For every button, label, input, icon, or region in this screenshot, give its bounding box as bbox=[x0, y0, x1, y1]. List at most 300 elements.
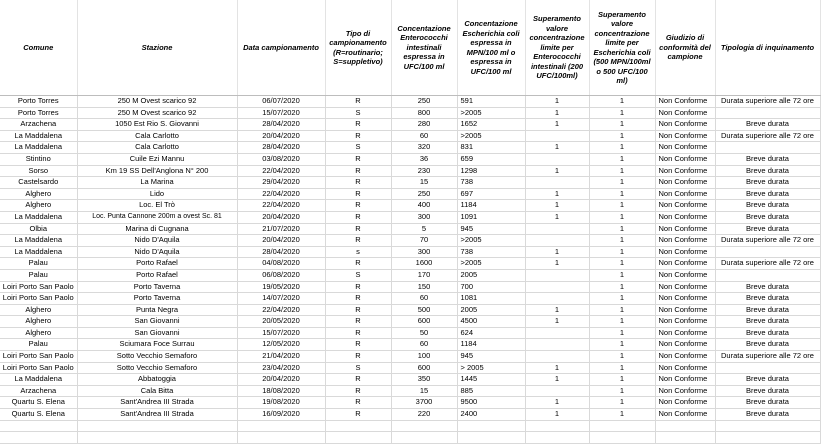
cell-enterococchi[interactable]: 170 bbox=[391, 269, 457, 281]
cell-data[interactable]: 20/04/2020 bbox=[237, 211, 325, 223]
cell-tipo[interactable]: R bbox=[325, 316, 391, 328]
cell-data[interactable]: 28/04/2020 bbox=[237, 119, 325, 131]
cell-superamento-enterococchi[interactable] bbox=[525, 339, 589, 351]
cell-stazione[interactable]: Nido D'Aquila bbox=[77, 246, 237, 258]
cell-superamento-enterococchi[interactable]: 1 bbox=[525, 142, 589, 154]
cell-tipo[interactable]: R bbox=[325, 281, 391, 293]
cell-data[interactable]: 21/07/2020 bbox=[237, 223, 325, 235]
cell-stazione[interactable]: Marina di Cugnana bbox=[77, 223, 237, 235]
cell-data[interactable]: 22/04/2020 bbox=[237, 188, 325, 200]
cell-superamento-ecoli[interactable]: 1 bbox=[589, 119, 655, 131]
cell-giudizio[interactable]: Non Conforme bbox=[655, 165, 715, 177]
cell-superamento-enterococchi[interactable]: 1 bbox=[525, 211, 589, 223]
cell-tipologia[interactable] bbox=[715, 107, 820, 119]
cell-data[interactable]: 22/04/2020 bbox=[237, 165, 325, 177]
table-row[interactable] bbox=[0, 107, 820, 119]
cell-stazione[interactable]: Cala Carlotto bbox=[77, 142, 237, 154]
cell-comune[interactable]: Alghero bbox=[0, 200, 77, 212]
cell-tipo[interactable]: R bbox=[325, 409, 391, 421]
cell-comune[interactable]: Quartu S. Elena bbox=[0, 397, 77, 409]
cell-ecoli[interactable]: 1184 bbox=[457, 200, 525, 212]
table-row[interactable] bbox=[0, 397, 820, 409]
cell-data[interactable]: 20/04/2020 bbox=[237, 235, 325, 247]
cell-stazione[interactable]: Loc. El Trò bbox=[77, 200, 237, 212]
cell-giudizio[interactable]: Non Conforme bbox=[655, 96, 715, 108]
cell-superamento-ecoli[interactable]: 1 bbox=[589, 385, 655, 397]
cell-enterococchi[interactable]: 100 bbox=[391, 351, 457, 363]
table-row[interactable] bbox=[0, 188, 820, 200]
cell-tipologia[interactable]: Breve durata bbox=[715, 339, 820, 351]
cell-ecoli[interactable]: 1184 bbox=[457, 339, 525, 351]
cell-tipo[interactable]: R bbox=[325, 304, 391, 316]
cell-tipo[interactable]: R bbox=[325, 200, 391, 212]
cell-giudizio[interactable]: Non Conforme bbox=[655, 362, 715, 374]
cell-stazione[interactable]: Sant'Andrea III Strada bbox=[77, 409, 237, 421]
cell-superamento-ecoli[interactable]: 1 bbox=[589, 188, 655, 200]
cell-giudizio[interactable]: Non Conforme bbox=[655, 107, 715, 119]
empty-cell[interactable] bbox=[655, 432, 715, 444]
table-row[interactable] bbox=[0, 177, 820, 189]
cell-ecoli[interactable]: >2005 bbox=[457, 258, 525, 270]
cell-giudizio[interactable]: Non Conforme bbox=[655, 385, 715, 397]
header-comune[interactable]: Comune bbox=[0, 0, 77, 96]
cell-superamento-ecoli[interactable]: 1 bbox=[589, 397, 655, 409]
cell-stazione[interactable]: 1050 Est Rio S. Giovanni bbox=[77, 119, 237, 131]
empty-cell[interactable] bbox=[457, 432, 525, 444]
cell-superamento-ecoli[interactable]: 1 bbox=[589, 339, 655, 351]
cell-enterococchi[interactable]: 60 bbox=[391, 130, 457, 142]
empty-cell[interactable] bbox=[391, 420, 457, 432]
table-row[interactable] bbox=[0, 153, 820, 165]
cell-ecoli[interactable]: 9500 bbox=[457, 397, 525, 409]
cell-stazione[interactable]: Sciumara Foce Surrau bbox=[77, 339, 237, 351]
cell-comune[interactable]: Quartu S. Elena bbox=[0, 409, 77, 421]
header-giudizio[interactable]: Giudizio di conformità del campione bbox=[655, 0, 715, 96]
cell-enterococchi[interactable]: 320 bbox=[391, 142, 457, 154]
empty-row[interactable] bbox=[0, 432, 820, 444]
cell-stazione[interactable]: Sant'Andrea III Strada bbox=[77, 397, 237, 409]
header-stazione[interactable]: Stazione bbox=[77, 0, 237, 96]
cell-tipo[interactable]: R bbox=[325, 165, 391, 177]
table-row[interactable] bbox=[0, 281, 820, 293]
cell-ecoli[interactable]: 1081 bbox=[457, 293, 525, 305]
cell-tipo[interactable]: R bbox=[325, 385, 391, 397]
cell-tipo[interactable]: R bbox=[325, 119, 391, 131]
cell-ecoli[interactable]: 700 bbox=[457, 281, 525, 293]
cell-ecoli[interactable]: 4500 bbox=[457, 316, 525, 328]
cell-superamento-ecoli[interactable]: 1 bbox=[589, 362, 655, 374]
table-row[interactable] bbox=[0, 258, 820, 270]
table-row[interactable] bbox=[0, 165, 820, 177]
header-superamento-escherichia[interactable]: Superamento valore concentrazione limite per Escherichia coli (500 MPN/100ml o 500 UFC/100 ml) bbox=[589, 0, 655, 96]
cell-tipo[interactable]: R bbox=[325, 339, 391, 351]
cell-data[interactable]: 04/08/2020 bbox=[237, 258, 325, 270]
empty-cell[interactable] bbox=[655, 420, 715, 432]
cell-superamento-ecoli[interactable]: 1 bbox=[589, 316, 655, 328]
cell-data[interactable]: 19/08/2020 bbox=[237, 397, 325, 409]
cell-comune[interactable]: Alghero bbox=[0, 304, 77, 316]
cell-giudizio[interactable]: Non Conforme bbox=[655, 293, 715, 305]
cell-giudizio[interactable]: Non Conforme bbox=[655, 281, 715, 293]
cell-tipologia[interactable]: Breve durata bbox=[715, 211, 820, 223]
cell-superamento-enterococchi[interactable]: 1 bbox=[525, 119, 589, 131]
cell-giudizio[interactable]: Non Conforme bbox=[655, 211, 715, 223]
cell-ecoli[interactable]: 738 bbox=[457, 246, 525, 258]
cell-tipo[interactable]: S bbox=[325, 362, 391, 374]
table-row[interactable] bbox=[0, 119, 820, 131]
cell-stazione[interactable]: 250 M Ovest scarico 92 bbox=[77, 96, 237, 108]
cell-ecoli[interactable]: 1298 bbox=[457, 165, 525, 177]
cell-ecoli[interactable]: 1445 bbox=[457, 374, 525, 386]
cell-superamento-enterococchi[interactable] bbox=[525, 130, 589, 142]
cell-stazione[interactable]: Porto Rafael bbox=[77, 258, 237, 270]
cell-comune[interactable]: Palau bbox=[0, 269, 77, 281]
table-row[interactable] bbox=[0, 96, 820, 108]
cell-giudizio[interactable]: Non Conforme bbox=[655, 119, 715, 131]
cell-enterococchi[interactable]: 3700 bbox=[391, 397, 457, 409]
cell-enterococchi[interactable]: 70 bbox=[391, 235, 457, 247]
empty-cell[interactable] bbox=[0, 420, 77, 432]
empty-cell[interactable] bbox=[391, 432, 457, 444]
empty-cell[interactable] bbox=[325, 420, 391, 432]
cell-enterococchi[interactable]: 150 bbox=[391, 281, 457, 293]
cell-enterococchi[interactable]: 250 bbox=[391, 188, 457, 200]
cell-comune[interactable]: Castelsardo bbox=[0, 177, 77, 189]
cell-giudizio[interactable]: Non Conforme bbox=[655, 409, 715, 421]
cell-comune[interactable]: La Maddalena bbox=[0, 374, 77, 386]
table-row[interactable] bbox=[0, 316, 820, 328]
cell-giudizio[interactable]: Non Conforme bbox=[655, 397, 715, 409]
cell-comune[interactable]: Loiri Porto San Paolo bbox=[0, 281, 77, 293]
cell-tipo[interactable]: R bbox=[325, 211, 391, 223]
cell-giudizio[interactable]: Non Conforme bbox=[655, 235, 715, 247]
cell-data[interactable]: 20/05/2020 bbox=[237, 316, 325, 328]
cell-superamento-enterococchi[interactable]: 1 bbox=[525, 246, 589, 258]
cell-tipologia[interactable]: Breve durata bbox=[715, 223, 820, 235]
empty-cell[interactable] bbox=[589, 420, 655, 432]
cell-giudizio[interactable]: Non Conforme bbox=[655, 223, 715, 235]
cell-ecoli[interactable]: 945 bbox=[457, 351, 525, 363]
table-row[interactable] bbox=[0, 304, 820, 316]
cell-comune[interactable]: Porto Torres bbox=[0, 107, 77, 119]
table-row[interactable] bbox=[0, 223, 820, 235]
cell-tipo[interactable]: R bbox=[325, 130, 391, 142]
cell-enterococchi[interactable]: 300 bbox=[391, 246, 457, 258]
cell-superamento-ecoli[interactable]: 1 bbox=[589, 153, 655, 165]
cell-superamento-enterococchi[interactable]: 1 bbox=[525, 96, 589, 108]
cell-superamento-enterococchi[interactable] bbox=[525, 223, 589, 235]
cell-tipo[interactable]: R bbox=[325, 96, 391, 108]
cell-superamento-ecoli[interactable]: 1 bbox=[589, 409, 655, 421]
cell-giudizio[interactable]: Non Conforme bbox=[655, 177, 715, 189]
empty-cell[interactable] bbox=[77, 420, 237, 432]
cell-superamento-enterococchi[interactable]: 1 bbox=[525, 188, 589, 200]
cell-tipologia[interactable] bbox=[715, 269, 820, 281]
cell-data[interactable]: 20/04/2020 bbox=[237, 130, 325, 142]
header-tipo-campionamento[interactable]: Tipo di campionamento (R=routinario; S=suppletivo) bbox=[325, 0, 391, 96]
cell-giudizio[interactable]: Non Conforme bbox=[655, 246, 715, 258]
cell-comune[interactable]: Palau bbox=[0, 258, 77, 270]
cell-tipologia[interactable]: Breve durata bbox=[715, 188, 820, 200]
cell-superamento-enterococchi[interactable]: 1 bbox=[525, 409, 589, 421]
cell-superamento-enterococchi[interactable] bbox=[525, 327, 589, 339]
table-row[interactable] bbox=[0, 269, 820, 281]
cell-data[interactable]: 28/04/2020 bbox=[237, 142, 325, 154]
cell-giudizio[interactable]: Non Conforme bbox=[655, 258, 715, 270]
cell-tipologia[interactable]: Breve durata bbox=[715, 409, 820, 421]
cell-stazione[interactable]: Porto Taverna bbox=[77, 281, 237, 293]
cell-superamento-ecoli[interactable]: 1 bbox=[589, 293, 655, 305]
cell-stazione[interactable]: Cala Carlotto bbox=[77, 130, 237, 142]
empty-cell[interactable] bbox=[589, 432, 655, 444]
cell-enterococchi[interactable]: 15 bbox=[391, 177, 457, 189]
cell-stazione[interactable]: Km 19 SS Dell'Anglona N° 200 bbox=[77, 165, 237, 177]
cell-stazione[interactable]: Lido bbox=[77, 188, 237, 200]
cell-data[interactable]: 03/08/2020 bbox=[237, 153, 325, 165]
cell-tipologia[interactable]: Breve durata bbox=[715, 374, 820, 386]
cell-superamento-enterococchi[interactable]: 1 bbox=[525, 165, 589, 177]
cell-superamento-ecoli[interactable]: 1 bbox=[589, 327, 655, 339]
cell-tipologia[interactable]: Durata superiore alle 72 ore bbox=[715, 130, 820, 142]
cell-tipo[interactable]: R bbox=[325, 177, 391, 189]
cell-tipologia[interactable]: Breve durata bbox=[715, 293, 820, 305]
cell-superamento-ecoli[interactable]: 1 bbox=[589, 246, 655, 258]
cell-tipo[interactable]: R bbox=[325, 223, 391, 235]
cell-giudizio[interactable]: Non Conforme bbox=[655, 374, 715, 386]
table-row[interactable] bbox=[0, 130, 820, 142]
cell-superamento-enterococchi[interactable]: 1 bbox=[525, 316, 589, 328]
cell-stazione[interactable]: Cala Bitta bbox=[77, 385, 237, 397]
cell-enterococchi[interactable]: 500 bbox=[391, 304, 457, 316]
cell-superamento-ecoli[interactable]: 1 bbox=[589, 235, 655, 247]
cell-enterococchi[interactable]: 300 bbox=[391, 211, 457, 223]
empty-cell[interactable] bbox=[77, 432, 237, 444]
cell-tipo[interactable]: R bbox=[325, 153, 391, 165]
cell-tipologia[interactable]: Breve durata bbox=[715, 200, 820, 212]
cell-enterococchi[interactable]: 36 bbox=[391, 153, 457, 165]
cell-ecoli[interactable]: 738 bbox=[457, 177, 525, 189]
empty-cell[interactable] bbox=[457, 420, 525, 432]
cell-data[interactable]: 14/07/2020 bbox=[237, 293, 325, 305]
cell-ecoli[interactable]: 591 bbox=[457, 96, 525, 108]
cell-superamento-ecoli[interactable]: 1 bbox=[589, 351, 655, 363]
cell-superamento-ecoli[interactable]: 1 bbox=[589, 211, 655, 223]
cell-comune[interactable]: Alghero bbox=[0, 316, 77, 328]
table-row[interactable] bbox=[0, 409, 820, 421]
cell-tipologia[interactable] bbox=[715, 246, 820, 258]
cell-enterococchi[interactable]: 230 bbox=[391, 165, 457, 177]
cell-tipologia[interactable]: Durata superiore alle 72 ore bbox=[715, 258, 820, 270]
table-row[interactable] bbox=[0, 385, 820, 397]
empty-row[interactable] bbox=[0, 420, 820, 432]
cell-giudizio[interactable]: Non Conforme bbox=[655, 339, 715, 351]
cell-comune[interactable]: Sorso bbox=[0, 165, 77, 177]
cell-ecoli[interactable]: 831 bbox=[457, 142, 525, 154]
empty-cell[interactable] bbox=[0, 432, 77, 444]
cell-tipo[interactable]: R bbox=[325, 351, 391, 363]
cell-tipologia[interactable] bbox=[715, 142, 820, 154]
cell-comune[interactable]: Loiri Porto San Paolo bbox=[0, 293, 77, 305]
cell-tipo[interactable]: R bbox=[325, 235, 391, 247]
cell-superamento-ecoli[interactable]: 1 bbox=[589, 269, 655, 281]
cell-ecoli[interactable]: > 2005 bbox=[457, 362, 525, 374]
cell-comune[interactable]: Stintino bbox=[0, 153, 77, 165]
empty-cell[interactable] bbox=[525, 420, 589, 432]
header-superamento-enterococchi[interactable]: Superamento valore concentrazione limite per Enterococchi intestinali (200 UFC/100ml) bbox=[525, 0, 589, 96]
cell-superamento-enterococchi[interactable]: 1 bbox=[525, 304, 589, 316]
cell-tipo[interactable]: s bbox=[325, 246, 391, 258]
cell-superamento-ecoli[interactable]: 1 bbox=[589, 165, 655, 177]
cell-tipo[interactable]: R bbox=[325, 188, 391, 200]
cell-enterococchi[interactable]: 600 bbox=[391, 316, 457, 328]
cell-comune[interactable]: La Maddalena bbox=[0, 235, 77, 247]
cell-tipo[interactable]: S bbox=[325, 269, 391, 281]
cell-superamento-ecoli[interactable]: 1 bbox=[589, 200, 655, 212]
cell-stazione[interactable]: San Giovanni bbox=[77, 316, 237, 328]
cell-ecoli[interactable]: >2005 bbox=[457, 235, 525, 247]
cell-ecoli[interactable]: 2005 bbox=[457, 269, 525, 281]
cell-data[interactable]: 12/05/2020 bbox=[237, 339, 325, 351]
cell-superamento-ecoli[interactable]: 1 bbox=[589, 258, 655, 270]
cell-enterococchi[interactable]: 800 bbox=[391, 107, 457, 119]
cell-data[interactable]: 29/04/2020 bbox=[237, 177, 325, 189]
cell-tipo[interactable]: R bbox=[325, 397, 391, 409]
cell-enterococchi[interactable]: 250 bbox=[391, 96, 457, 108]
empty-cell[interactable] bbox=[715, 420, 820, 432]
cell-superamento-ecoli[interactable]: 1 bbox=[589, 142, 655, 154]
cell-data[interactable]: 23/04/2020 bbox=[237, 362, 325, 374]
cell-superamento-enterococchi[interactable]: 1 bbox=[525, 397, 589, 409]
cell-stazione[interactable]: Loc. Punta Cannone 200m a ovest Sc. 81 bbox=[77, 211, 237, 223]
cell-tipologia[interactable]: Breve durata bbox=[715, 397, 820, 409]
cell-stazione[interactable]: San Giovanni bbox=[77, 327, 237, 339]
cell-superamento-enterococchi[interactable] bbox=[525, 153, 589, 165]
cell-enterococchi[interactable]: 5 bbox=[391, 223, 457, 235]
cell-comune[interactable]: Alghero bbox=[0, 327, 77, 339]
cell-comune[interactable]: Olbia bbox=[0, 223, 77, 235]
cell-enterococchi[interactable]: 50 bbox=[391, 327, 457, 339]
cell-superamento-ecoli[interactable]: 1 bbox=[589, 223, 655, 235]
cell-giudizio[interactable]: Non Conforme bbox=[655, 130, 715, 142]
cell-tipo[interactable]: R bbox=[325, 258, 391, 270]
cell-enterococchi[interactable]: 600 bbox=[391, 362, 457, 374]
cell-giudizio[interactable]: Non Conforme bbox=[655, 142, 715, 154]
empty-cell[interactable] bbox=[237, 432, 325, 444]
cell-comune[interactable]: Loiri Porto San Paolo bbox=[0, 362, 77, 374]
cell-superamento-ecoli[interactable]: 1 bbox=[589, 107, 655, 119]
cell-tipologia[interactable]: Breve durata bbox=[715, 119, 820, 131]
cell-superamento-enterococchi[interactable] bbox=[525, 235, 589, 247]
cell-giudizio[interactable]: Non Conforme bbox=[655, 316, 715, 328]
cell-giudizio[interactable]: Non Conforme bbox=[655, 188, 715, 200]
cell-enterococchi[interactable]: 60 bbox=[391, 293, 457, 305]
cell-superamento-enterococchi[interactable]: 1 bbox=[525, 200, 589, 212]
cell-enterococchi[interactable]: 15 bbox=[391, 385, 457, 397]
cell-data[interactable]: 22/04/2020 bbox=[237, 200, 325, 212]
cell-tipo[interactable]: R bbox=[325, 327, 391, 339]
cell-giudizio[interactable]: Non Conforme bbox=[655, 351, 715, 363]
table-row[interactable] bbox=[0, 339, 820, 351]
cell-stazione[interactable]: La Marina bbox=[77, 177, 237, 189]
cell-data[interactable]: 28/04/2020 bbox=[237, 246, 325, 258]
cell-superamento-enterococchi[interactable] bbox=[525, 293, 589, 305]
cell-tipo[interactable]: R bbox=[325, 293, 391, 305]
cell-ecoli[interactable]: 697 bbox=[457, 188, 525, 200]
cell-enterococchi[interactable]: 280 bbox=[391, 119, 457, 131]
cell-data[interactable]: 22/04/2020 bbox=[237, 304, 325, 316]
cell-superamento-ecoli[interactable]: 1 bbox=[589, 374, 655, 386]
cell-comune[interactable]: La Maddalena bbox=[0, 130, 77, 142]
cell-tipo[interactable]: S bbox=[325, 142, 391, 154]
table-row[interactable] bbox=[0, 246, 820, 258]
cell-enterococchi[interactable]: 60 bbox=[391, 339, 457, 351]
cell-superamento-ecoli[interactable]: 1 bbox=[589, 177, 655, 189]
cell-superamento-ecoli[interactable]: 1 bbox=[589, 281, 655, 293]
cell-superamento-enterococchi[interactable] bbox=[525, 351, 589, 363]
cell-ecoli[interactable]: 624 bbox=[457, 327, 525, 339]
cell-ecoli[interactable]: >2005 bbox=[457, 130, 525, 142]
cell-stazione[interactable]: Cuile Ezi Mannu bbox=[77, 153, 237, 165]
cell-ecoli[interactable]: 885 bbox=[457, 385, 525, 397]
cell-stazione[interactable]: Punta Negra bbox=[77, 304, 237, 316]
cell-superamento-enterococchi[interactable]: 1 bbox=[525, 258, 589, 270]
cell-superamento-enterococchi[interactable]: 1 bbox=[525, 107, 589, 119]
cell-tipologia[interactable]: Breve durata bbox=[715, 304, 820, 316]
cell-data[interactable]: 18/08/2020 bbox=[237, 385, 325, 397]
cell-tipologia[interactable]: Breve durata bbox=[715, 153, 820, 165]
cell-data[interactable]: 16/09/2020 bbox=[237, 409, 325, 421]
table-row[interactable] bbox=[0, 327, 820, 339]
cell-stazione[interactable]: 250 M Ovest scarico 92 bbox=[77, 107, 237, 119]
header-escherichia-coli[interactable]: Concentazione Escherichia coli espressa in MPN/100 ml o espressa in UFC/100 ml bbox=[457, 0, 525, 96]
cell-superamento-ecoli[interactable]: 1 bbox=[589, 304, 655, 316]
cell-ecoli[interactable]: 1091 bbox=[457, 211, 525, 223]
empty-cell[interactable] bbox=[325, 432, 391, 444]
cell-tipologia[interactable]: Breve durata bbox=[715, 327, 820, 339]
table-row[interactable] bbox=[0, 351, 820, 363]
cell-data[interactable]: 06/07/2020 bbox=[237, 96, 325, 108]
cell-ecoli[interactable]: 2005 bbox=[457, 304, 525, 316]
cell-stazione[interactable]: Sotto Vecchio Semaforo bbox=[77, 351, 237, 363]
cell-giudizio[interactable]: Non Conforme bbox=[655, 269, 715, 281]
cell-superamento-enterococchi[interactable] bbox=[525, 385, 589, 397]
cell-stazione[interactable]: Nido D'Aquila bbox=[77, 235, 237, 247]
empty-cell[interactable] bbox=[237, 420, 325, 432]
cell-tipo[interactable]: S bbox=[325, 107, 391, 119]
cell-tipologia[interactable]: Breve durata bbox=[715, 281, 820, 293]
cell-comune[interactable]: Loiri Porto San Paolo bbox=[0, 351, 77, 363]
cell-ecoli[interactable]: 1652 bbox=[457, 119, 525, 131]
cell-stazione[interactable]: Porto Rafael bbox=[77, 269, 237, 281]
cell-giudizio[interactable]: Non Conforme bbox=[655, 153, 715, 165]
table-row[interactable] bbox=[0, 142, 820, 154]
table-row[interactable] bbox=[0, 293, 820, 305]
cell-stazione[interactable]: Abbatoggia bbox=[77, 374, 237, 386]
cell-tipo[interactable]: R bbox=[325, 374, 391, 386]
table-row[interactable] bbox=[0, 200, 820, 212]
cell-stazione[interactable]: Sotto Vecchio Semaforo bbox=[77, 362, 237, 374]
cell-tipologia[interactable]: Breve durata bbox=[715, 177, 820, 189]
cell-comune[interactable]: Arzachena bbox=[0, 119, 77, 131]
table-row[interactable] bbox=[0, 235, 820, 247]
table-row[interactable] bbox=[0, 374, 820, 386]
empty-cell[interactable] bbox=[525, 432, 589, 444]
cell-comune[interactable]: Porto Torres bbox=[0, 96, 77, 108]
cell-comune[interactable]: La Maddalena bbox=[0, 211, 77, 223]
cell-data[interactable]: 19/05/2020 bbox=[237, 281, 325, 293]
cell-comune[interactable]: La Maddalena bbox=[0, 246, 77, 258]
cell-data[interactable]: 20/04/2020 bbox=[237, 374, 325, 386]
